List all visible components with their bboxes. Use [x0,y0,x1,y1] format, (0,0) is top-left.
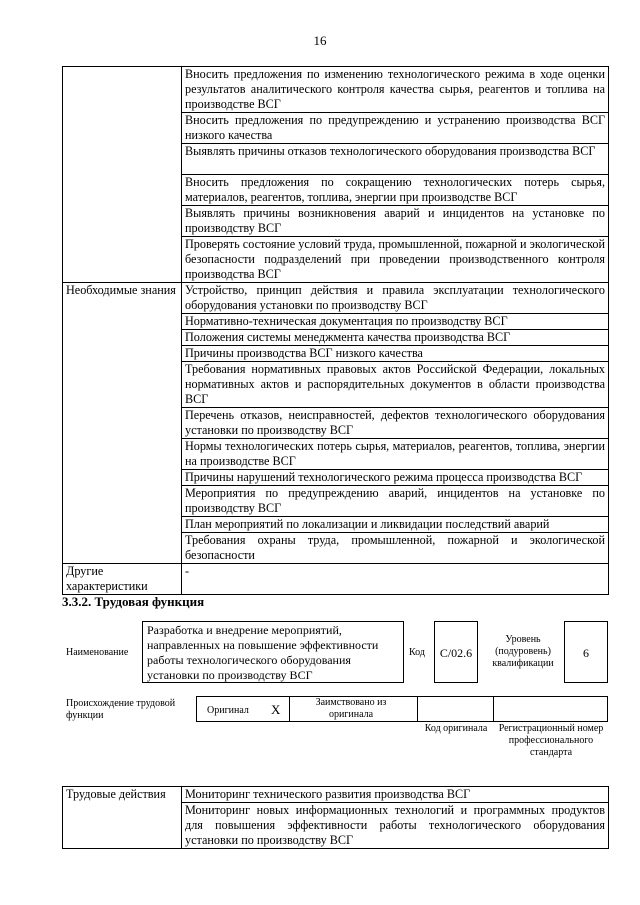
function-name-box: Разработка и внедрение мероприятий, направленных на повышение эффективности работы технологического оборудования установки по производству ВСГ [142,621,404,683]
list-item: Причины нарушений технологического режима процесса производства ВСГ [182,470,609,486]
list-item: Устройство, принцип действия и правила эксплуатации технологического оборудования установки по производству ВСГ [182,283,609,314]
competency-table [62,66,609,595]
list-item: Вносить предложения по сокращению технологических потерь сырья, материалов, реагентов, топлива, энергии при производстве ВСГ [182,175,609,206]
row-label-other: Другие характеристики [63,564,182,595]
origin-label: Происхождение трудовой функции [66,698,176,721]
code-original-label: Код оригинала [424,723,488,734]
level-box: 6 [564,621,608,683]
list-item: Требования охраны труда, промышленной, пожарной и экологической безопасности [182,533,609,564]
name-label: Наименование [66,647,129,658]
list-item: Мониторинг новых информационных технологий и программных продуктов для повышения эффективности работы технологического оборудования установки по производству ВСГ [182,803,609,849]
table-row [63,67,609,113]
borrowed-label: Заимствовано из оригинала [315,697,387,720]
list-item: Мониторинг технического развития производства ВСГ [182,787,609,803]
list-item: Положения системы менеджмента качества производства ВСГ [182,330,609,346]
reg-number-label: Регистрационный номер профессионального стандарта [498,723,604,758]
row-label-actions: Трудовые действия [63,787,182,849]
original-label: Оригинал [207,705,249,716]
list-item: Нормы технологических потерь сырья, материалов, реагентов, топлива, энергии на производстве ВСГ [182,439,609,470]
row-label-knowledge: Необходимые знания [63,283,182,564]
section-title: 3.3.2. Трудовая функция [62,594,205,609]
table-row [63,564,609,595]
divider [289,697,290,721]
table-row [63,283,609,314]
table-row [63,787,609,803]
list-item: Мероприятия по предупреждению аварий, инцидентов на установке по производству ВСГ [182,486,609,517]
list-item: Вносить предложения по изменению технологического режима в ходе оценки результатов аналитического контроля качества сырья, реагентов и топлива на производстве ВСГ [182,67,609,113]
page-number: 16 [313,33,327,48]
list-item: - [182,564,609,595]
code-box: C/02.6 [434,621,478,683]
original-mark: X [271,702,281,717]
list-item: План мероприятий по локализации и ликвидации последствий аварий [182,517,609,533]
code-label: Код [409,647,425,658]
divider [417,697,418,721]
level-label: Уровень (подуровень) квалификации [492,634,554,669]
list-item: Вносить предложения по предупреждению и устранению производства ВСГ низкого качества [182,113,609,144]
divider [493,697,494,721]
list-item: Выявлять причины отказов технологического оборудования производства ВСГ [182,144,609,175]
list-item: Нормативно-техническая документация по производству ВСГ [182,314,609,330]
list-item: Выявлять причины возникновения аварий и инцидентов на установке по производству ВСГ [182,206,609,237]
list-item: Перечень отказов, неисправностей, дефектов технологического оборудования установки по производству ВСГ [182,408,609,439]
row-label [63,67,182,283]
list-item: Причины производства ВСГ низкого качества [182,346,609,362]
list-item: Проверять состояние условий труда, промышленной, пожарной и экологической безопасности подразделений при проведении производственного контроля производства ВСГ [182,237,609,283]
labor-actions-table [62,786,609,849]
origin-row [196,696,608,722]
list-item: Требования нормативных правовых актов Российской Федерации, локальных нормативных актов и распорядительных документов в области производства ВСГ [182,362,609,408]
